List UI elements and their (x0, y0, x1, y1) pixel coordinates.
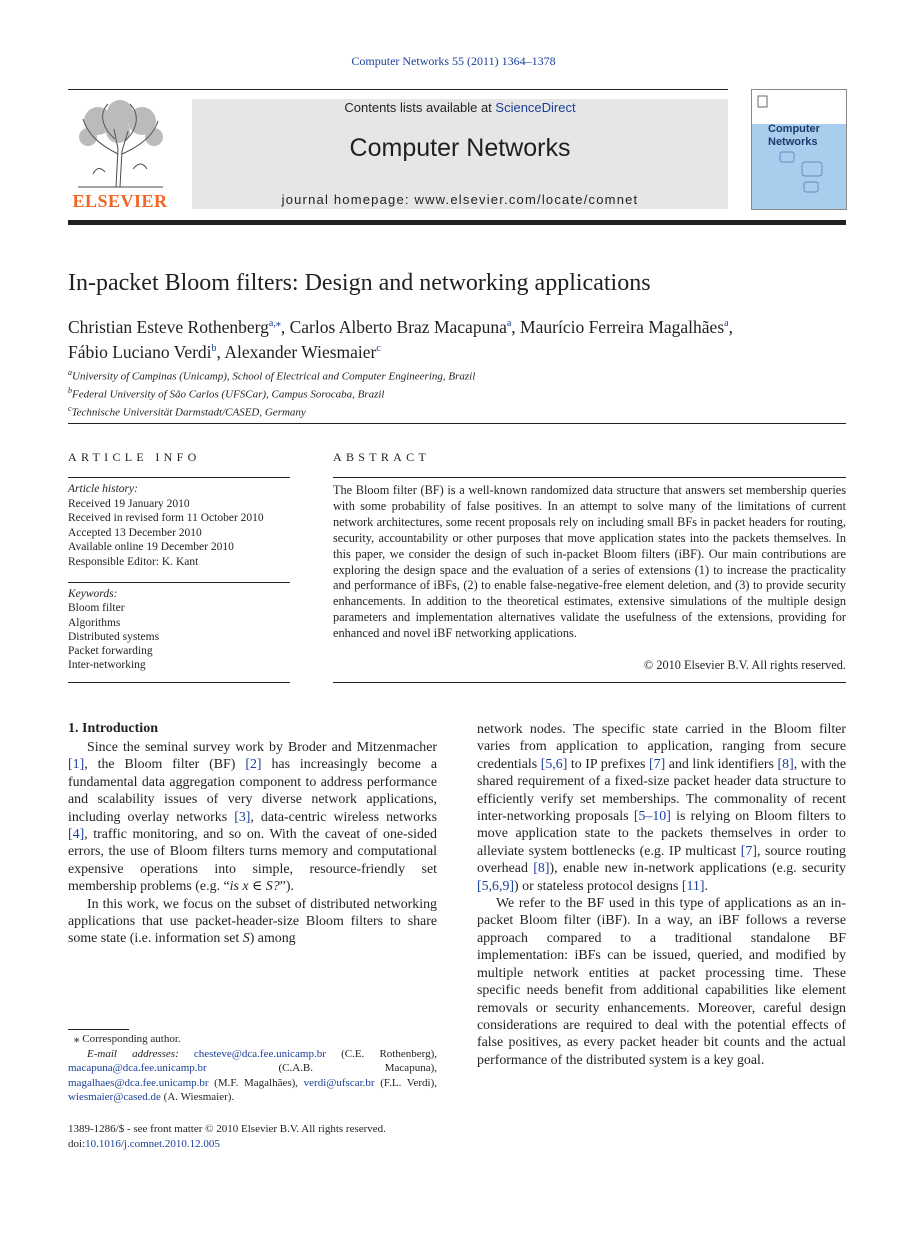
section-heading: 1. Introduction (68, 721, 158, 736)
abstract-rule (333, 477, 846, 478)
contents-line (192, 100, 728, 115)
author-name: Carlos Alberto Braz Macapuna (289, 316, 507, 337)
keyword-list (68, 601, 159, 672)
title-rule (68, 423, 846, 424)
citation-link[interactable]: [8] (777, 756, 794, 772)
journal-citation[interactable]: Computer Networks 55 (2011) 1364–1378 (351, 54, 556, 68)
affiliation-text: Technische Universität Darmstadt/CASED, Germany (71, 406, 306, 419)
affiliation-text: Federal University of São Carlos (UFSCar), Campus Sorocaba, Brazil (72, 388, 385, 401)
keyword: Inter-networking (68, 659, 146, 672)
author-list (68, 313, 858, 363)
history-list (68, 497, 264, 570)
author-affiliation-mark[interactable]: a,⁎ (268, 318, 281, 329)
header-thick-rule (68, 220, 846, 225)
cover-title-line2: Networks (768, 136, 818, 148)
info-rule (68, 582, 290, 583)
keywords-block (68, 587, 159, 673)
header-rule (68, 89, 728, 90)
cover-title (768, 123, 820, 149)
citation-link[interactable]: [2] (245, 757, 262, 773)
affiliation-mark: a (68, 368, 72, 377)
doi-link[interactable]: 10.1016/j.comnet.2010.12.005 (85, 1137, 220, 1150)
email-owner: (C.E. Rothenberg), (325, 1047, 437, 1060)
author-separator: , (216, 341, 225, 362)
article-info-heading: ARTICLE INFO (68, 450, 201, 464)
keyword: Distributed systems (68, 630, 160, 643)
email-addresses (68, 1047, 437, 1105)
history-item: Received in revised form 11 October 2010 (68, 512, 264, 524)
affiliation (68, 402, 475, 420)
keyword: Algorithms (68, 616, 121, 629)
sciencedirect-link[interactable]: ScienceDirect (495, 100, 576, 115)
cover-decoration-icon (752, 90, 846, 209)
affiliation-text: University of Campinas (Unicamp), School of Electrical and Computer Engineering, Brazil (72, 370, 476, 383)
author-affiliation-mark[interactable]: c (376, 342, 381, 354)
footnote (68, 1032, 437, 1105)
corresponding-author-note: ⁎ Corresponding author. (74, 1033, 181, 1045)
keywords-label: Keywords: (68, 588, 118, 600)
doi-prefix: doi: (68, 1137, 86, 1150)
email-owner: (C.A.B. Macapuna), (206, 1062, 437, 1074)
history-item: Received 19 January 2010 (68, 497, 190, 510)
affiliation-list (68, 366, 475, 420)
math-inline: is x ∈ S? (229, 879, 280, 895)
email-owner: (F.L. Verdi), (374, 1076, 437, 1089)
journal-homepage[interactable]: journal homepage: www.elsevier.com/locate/comnet (281, 192, 639, 207)
math-inline: S (242, 931, 250, 947)
contents-prefix: Contents lists available at (344, 100, 496, 115)
author-separator: , (728, 316, 733, 337)
author-name: Christian Esteve Rothenberg (68, 316, 269, 337)
abstract-heading: ABSTRACT (333, 450, 431, 464)
citation-link[interactable]: [1] (68, 757, 85, 773)
email-link[interactable]: magalhaes@dca.fee.unicamp.br (68, 1076, 209, 1089)
author-separator: , (280, 316, 290, 337)
author-separator: , (511, 316, 521, 337)
citation-link[interactable]: [8] (533, 861, 550, 877)
keyword: Bloom filter (68, 602, 125, 615)
email-link[interactable]: wiesmaier@cased.de (68, 1091, 161, 1103)
info-rule (68, 682, 290, 683)
paragraph: In this work, we focus on the subset of distributed networking applications that use packet-header-size Bloom filters to share some state (i.e. information set S) among (68, 896, 437, 947)
paragraph: Since the seminal survey work by Broder and Mitzenmacher [1], the Bloom filter (BF) [2] has increasingly become a fundamental data aggregation component to address performance and scalability issues of very diverse network applications, including overlay networks [3], data-centric wireless networks [4], traffic monitoring, and so on. With the caveat of one-sided errors, the use of Bloom filters turns memory and computational expensive operations into simple, resource-friendly set membership problems (e.g. “is x ∈ S?”). (68, 740, 437, 895)
citation-link[interactable]: [5,6,9] (477, 878, 515, 894)
affiliation-mark: b (68, 386, 72, 396)
history-item: Accepted 13 December 2010 (68, 526, 202, 539)
issn-line: 1389-1286/$ - see front matter © 2010 Elsevier B.V. All rights reserved. (68, 1123, 386, 1135)
citation-link[interactable]: [7] (740, 843, 757, 859)
citation-link[interactable]: [7] (649, 756, 666, 772)
paragraph: We refer to the BF used in this type of applications as an in-packet Bloom filter (iBF). In a way, an iBF follows a reverse approach compared to a traditional standalone BF implementation: iBFs can be issued, queried, and modified by multiple network entities at packet processing time. These specific needs benefit from additional capabilities like element removals or security enhancements. Moreover, careful design considerations are required to deal with the potential effects of false positives, as every packet header bit counts and the actual performance of the distributed system is a key goal. (477, 896, 846, 1068)
author-affiliation-mark[interactable]: b (211, 342, 217, 354)
history-label: Article history: (68, 483, 138, 495)
cover-title-line1: Computer (768, 123, 820, 135)
affiliation-mark: c (68, 404, 72, 414)
abstract-copyright: © 2010 Elsevier B.V. All rights reserved. (643, 658, 846, 672)
journal-cover-thumbnail[interactable] (751, 89, 847, 210)
history-item: Responsible Editor: K. Kant (68, 555, 199, 568)
abstract-text: The Bloom filter (BF) is a well-known randomized data structure that answers set membership queries with some probability of false positives. In an attempt to solve many of the limitations of current network architectures, some recent proposals rely on including small BFs in packet headers for routing, security, accountability or other purposes that move application states into the packets themselves. In this paper, we consider the design of such in-packet Bloom filters (iBF). Our main contributions are exploring the design space and the evaluation of a series of extensions (1) to increase the practicality and performance of iBFs, (2) to enable false-negative-free element deletion, and (3) to provide security enhancements. In addition to the theoretical estimates, extensive simulations of the multiple design parameters and implementation alternatives validate the usefulness of the extensions, providing for enhanced and novel iBF networking applications. (333, 483, 846, 641)
publisher-name: ELSEVIER (72, 191, 168, 211)
email-link[interactable]: verdi@ufscar.br (303, 1076, 375, 1089)
body-column-right (477, 721, 846, 1069)
author-affiliation-mark[interactable]: a (724, 318, 729, 329)
footnote-rule (68, 1029, 129, 1030)
email-link[interactable]: macapuna@dca.fee.unicamp.br (68, 1062, 207, 1074)
journal-title: Computer Networks (349, 134, 571, 162)
email-label: E-mail addresses: (87, 1047, 194, 1060)
affiliation (68, 366, 475, 384)
article-history (68, 482, 264, 569)
citation-link[interactable]: [4] (68, 827, 85, 843)
author-name: Maurício Ferreira Magalhães (520, 316, 725, 337)
article-title: In-packet Bloom filters: Design and networking applications (68, 270, 651, 296)
author-name: Alexander Wiesmaier (224, 341, 377, 362)
citation-link[interactable]: [11] (681, 878, 705, 894)
history-item: Available online 19 December 2010 (68, 541, 234, 553)
paragraph: network nodes. The specific state carried in the Bloom filter varies from application to application, ranging from secure credentials [5,6] to IP prefixes [7] and link identifiers [8], with the shared requirement of a fixed-size packet header data structure to efficiently verify set memberships. The commonality of recent inter-networking proposals [5–10] is relying on Bloom filters to move application state to the packets themselves in order to alleviate system bottlenecks (e.g. IP multicast [7], source routing overhead [8]), enable new in-network applications (e.g. security [5,6,9]) or stateless protocol designs [11]. (477, 722, 847, 894)
email-link[interactable]: chesteve@dca.fee.unicamp.br (193, 1047, 326, 1060)
doi-line (68, 1137, 386, 1152)
email-owner: (A. Wiesmaier). (160, 1091, 235, 1103)
email-owner: (M.F. Magalhães), (208, 1076, 304, 1089)
citation-link[interactable]: [3] (234, 809, 251, 825)
citation-link[interactable]: [5,6] (540, 756, 568, 772)
body-column-left (68, 739, 437, 948)
front-matter (68, 1122, 386, 1151)
keyword: Packet forwarding (68, 645, 153, 658)
abstract-rule (333, 682, 846, 683)
info-rule (68, 477, 290, 478)
affiliation (68, 384, 475, 402)
author-affiliation-mark[interactable]: a (506, 318, 512, 329)
author-name: Fábio Luciano Verdi (68, 341, 212, 362)
citation-link[interactable]: [5–10] (633, 809, 671, 825)
